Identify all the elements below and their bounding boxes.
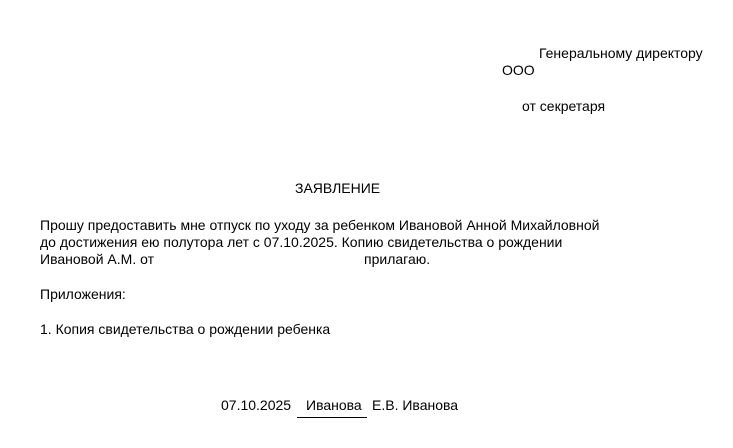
body-text-line: Прошу предоставить мне отпуск по уходу за ребенком Ивановой Анной Михайловной (40, 217, 600, 233)
addressee-company: ООО (502, 62, 535, 78)
document-title: ЗАЯВЛЕНИЕ (295, 180, 381, 196)
signature-underline (297, 417, 367, 418)
signer-name: Е.В. Иванова (372, 397, 459, 413)
body-text-line: прилагаю. (364, 251, 431, 267)
body-text-line: до достижения ею полутора лет с 07.10.2025. Копию свидетельства о рождении (40, 234, 563, 250)
signature: Иванова (306, 397, 362, 413)
body-text-line: Ивановой А.М. от (40, 251, 154, 267)
attachment-item: 1. Копия свидетельства о рождении ребенка (40, 321, 331, 337)
addressee-position: Генеральному директору (539, 45, 703, 61)
attachments-heading: Приложения: (40, 286, 126, 302)
sender-line: от секретаря (522, 98, 606, 114)
signature-date: 07.10.2025 (221, 397, 292, 413)
